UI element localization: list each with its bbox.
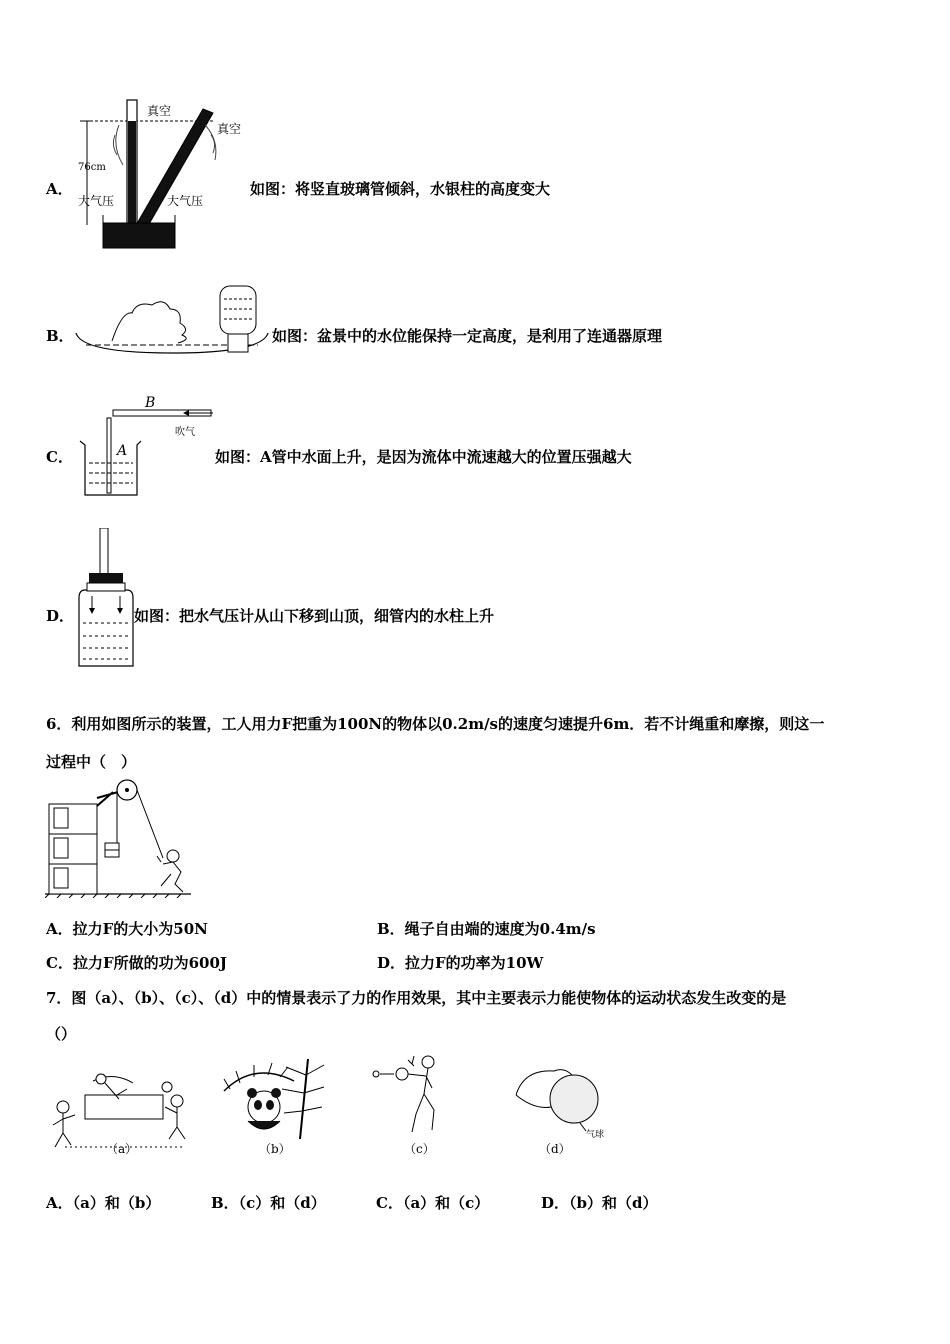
option-c-text: 如图：A管中水面上升，是因为流体中流速越大的位置压强越大 — [215, 448, 632, 466]
tube-b-label: B — [145, 395, 156, 411]
figure-d-balloon — [510, 1065, 615, 1145]
q6-option-d: D．拉力F的功率为10W — [377, 954, 544, 972]
figure-b-panda — [220, 1055, 330, 1140]
q6-stem-line2: 过程中（ ） — [46, 753, 137, 771]
q7-stem-line2: （） — [46, 1025, 77, 1043]
q7-option-a: A．（a）和（b） — [46, 1194, 161, 1212]
q7-stem-line1: 7．图（a）、（b）、（c）、（d）中的情景表示了力的作用效果，其中主要表示力能使物体的运动状态发生改变的是 — [46, 989, 787, 1007]
option-a-text: 如图：将竖直玻璃管倾斜，水银柱的高度变大 — [250, 180, 551, 198]
barometer-tilted-figure — [75, 95, 250, 255]
height-label: 76cm — [78, 162, 106, 173]
atm-left-label: 大气压 — [78, 194, 115, 208]
bonsai-figure — [72, 283, 272, 358]
q7-option-c: C．（a）和（c） — [376, 1194, 490, 1212]
option-b-text: 如图：盆景中的水位能保持一定高度，是利用了连通器原理 — [272, 327, 663, 345]
q6-option-b: B．绳子自由端的速度为0.4m/s — [377, 920, 596, 938]
balloon-label: 气球 — [586, 1130, 605, 1140]
caption-c: （c） — [404, 1142, 435, 1156]
option-d-letter: D． — [46, 607, 75, 625]
pulley-figure — [45, 778, 195, 898]
caption-b: （b） — [259, 1142, 291, 1156]
option-c-letter: C． — [46, 448, 73, 466]
vacuum-right-label: 真空 — [217, 122, 242, 136]
blow-label: 吹气 — [175, 427, 195, 438]
q7-option-b: B．（c）和（d） — [211, 1194, 326, 1212]
q6-option-c: C．拉力F所做的功为600J — [46, 954, 227, 972]
q7-option-d: D．（b）和（d） — [541, 1194, 658, 1212]
q6-stem-line1: 6．利用如图所示的装置，工人用力F把重为100N的物体以0.2m/s的速度匀速提升6m．若不计绳重和摩擦，则这一 — [46, 715, 825, 733]
tube-a-label: A — [117, 443, 128, 459]
atm-right-label: 大气压 — [167, 194, 204, 208]
option-d-text: 如图：把水气压计从山下移到山顶，细管内的水柱上升 — [134, 607, 495, 625]
water-barometer-figure — [75, 528, 137, 673]
figure-c-tennis — [368, 1052, 448, 1137]
blow-tube-figure — [75, 393, 215, 503]
option-b-letter: B． — [46, 327, 74, 345]
caption-a: （a） — [106, 1142, 138, 1156]
vacuum-left-label: 真空 — [147, 104, 172, 118]
caption-d: （d） — [539, 1142, 571, 1156]
q6-option-a: A．拉力F的大小为50N — [46, 920, 208, 938]
option-a-letter: A． — [46, 180, 73, 198]
